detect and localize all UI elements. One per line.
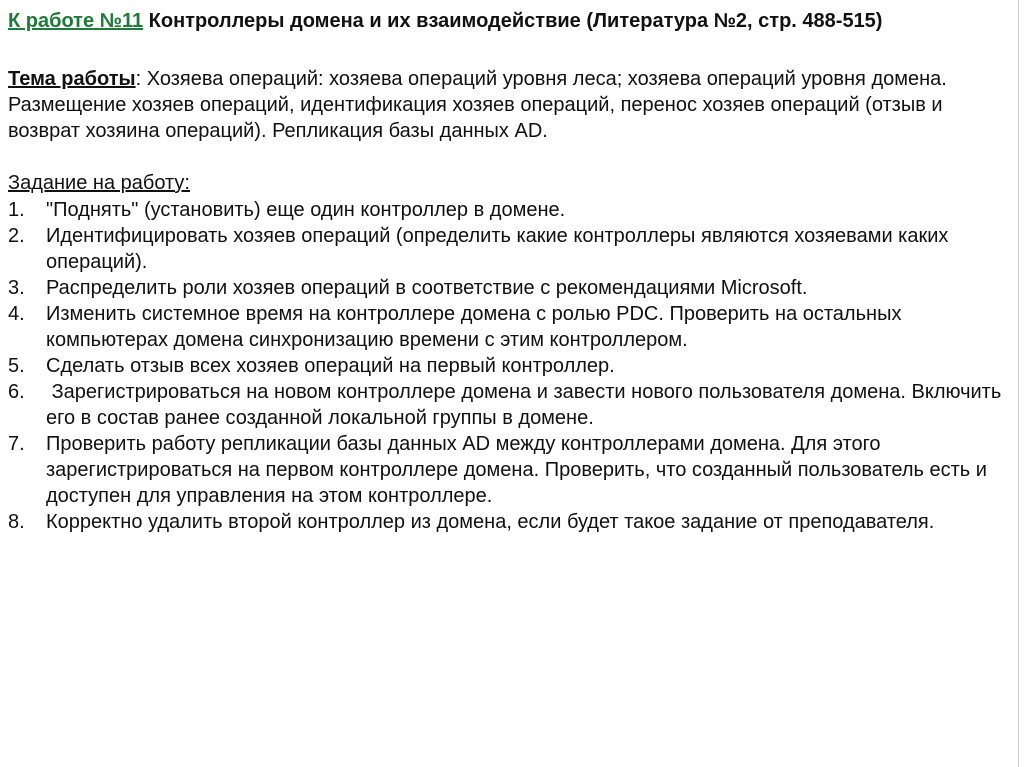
task-text: Изменить системное время на контроллере домена с ролью PDC. Проверить на остальных компьютерах домена синхронизацию времени с этим контроллером. <box>46 303 902 351</box>
task-item <box>8 509 1013 535</box>
theme-paragraph <box>8 66 1013 144</box>
theme-separator: : <box>135 68 142 90</box>
task-text: "Поднять" (установить) еще один контроллер в домене. <box>46 199 566 221</box>
task-text: Распределить роли хозяев операций в соответствие с рекомендациями Microsoft. <box>46 277 808 299</box>
task-item <box>8 275 1013 301</box>
task-text: Идентифицировать хозяев операций (определить какие контроллеры являются хозяевами каких операций). <box>46 225 949 273</box>
task-item <box>8 379 1013 431</box>
task-list <box>8 197 1013 535</box>
task-item <box>8 431 1013 509</box>
task-number: 2. <box>8 225 25 247</box>
task-item <box>8 223 1013 275</box>
task-number: 3. <box>8 277 25 299</box>
theme-text: Хозяева операций: хозяева операций уровня леса; хозяева операций уровня домена. Размещение хозяев операций, идентификация хозяев операций, перенос хозяев операций (отзыв и возврат хозяина операций). Репликация базы данных AD. <box>8 68 947 142</box>
content-body <box>8 66 1013 535</box>
title-link-number[interactable]: №11 <box>99 10 144 32</box>
title-text: Контроллеры домена и их взаимодействие (Литература №2, стр. 488-515) <box>143 10 883 32</box>
task-text: Проверить работу репликации базы данных AD между контроллерами домена. Для этого зарегистрироваться на первом контроллере домена. Проверить, что созданный пользователь есть и доступен для управления на этом контроллере. <box>46 433 987 507</box>
task-item <box>8 197 1013 223</box>
title-link[interactable] <box>8 10 143 32</box>
page-title <box>8 9 1018 33</box>
task-number: 1. <box>8 199 25 221</box>
task-number: 8. <box>8 511 25 533</box>
task-number: 5. <box>8 355 25 377</box>
task-item <box>8 301 1013 353</box>
task-number: 7. <box>8 433 25 455</box>
task-item <box>8 353 1013 379</box>
task-text: Корректно удалить второй контроллер из домена, если будет такое задание от преподавателя. <box>46 511 935 533</box>
task-heading: Задание на работу: <box>8 172 190 194</box>
title-link-text[interactable]: К работе <box>8 10 100 32</box>
theme-label: Тема работы <box>8 68 136 90</box>
task-number: 4. <box>8 303 25 325</box>
task-number: 6. <box>8 381 25 403</box>
task-text: Зарегистрироваться на новом контроллере домена и завести нового пользователя домена. Включить его в состав ранее созданной локальной группы в домене. <box>46 381 1007 429</box>
right-divider <box>1018 0 1019 767</box>
task-text: Сделать отзыв всех хозяев операций на первый контроллер. <box>46 355 615 377</box>
